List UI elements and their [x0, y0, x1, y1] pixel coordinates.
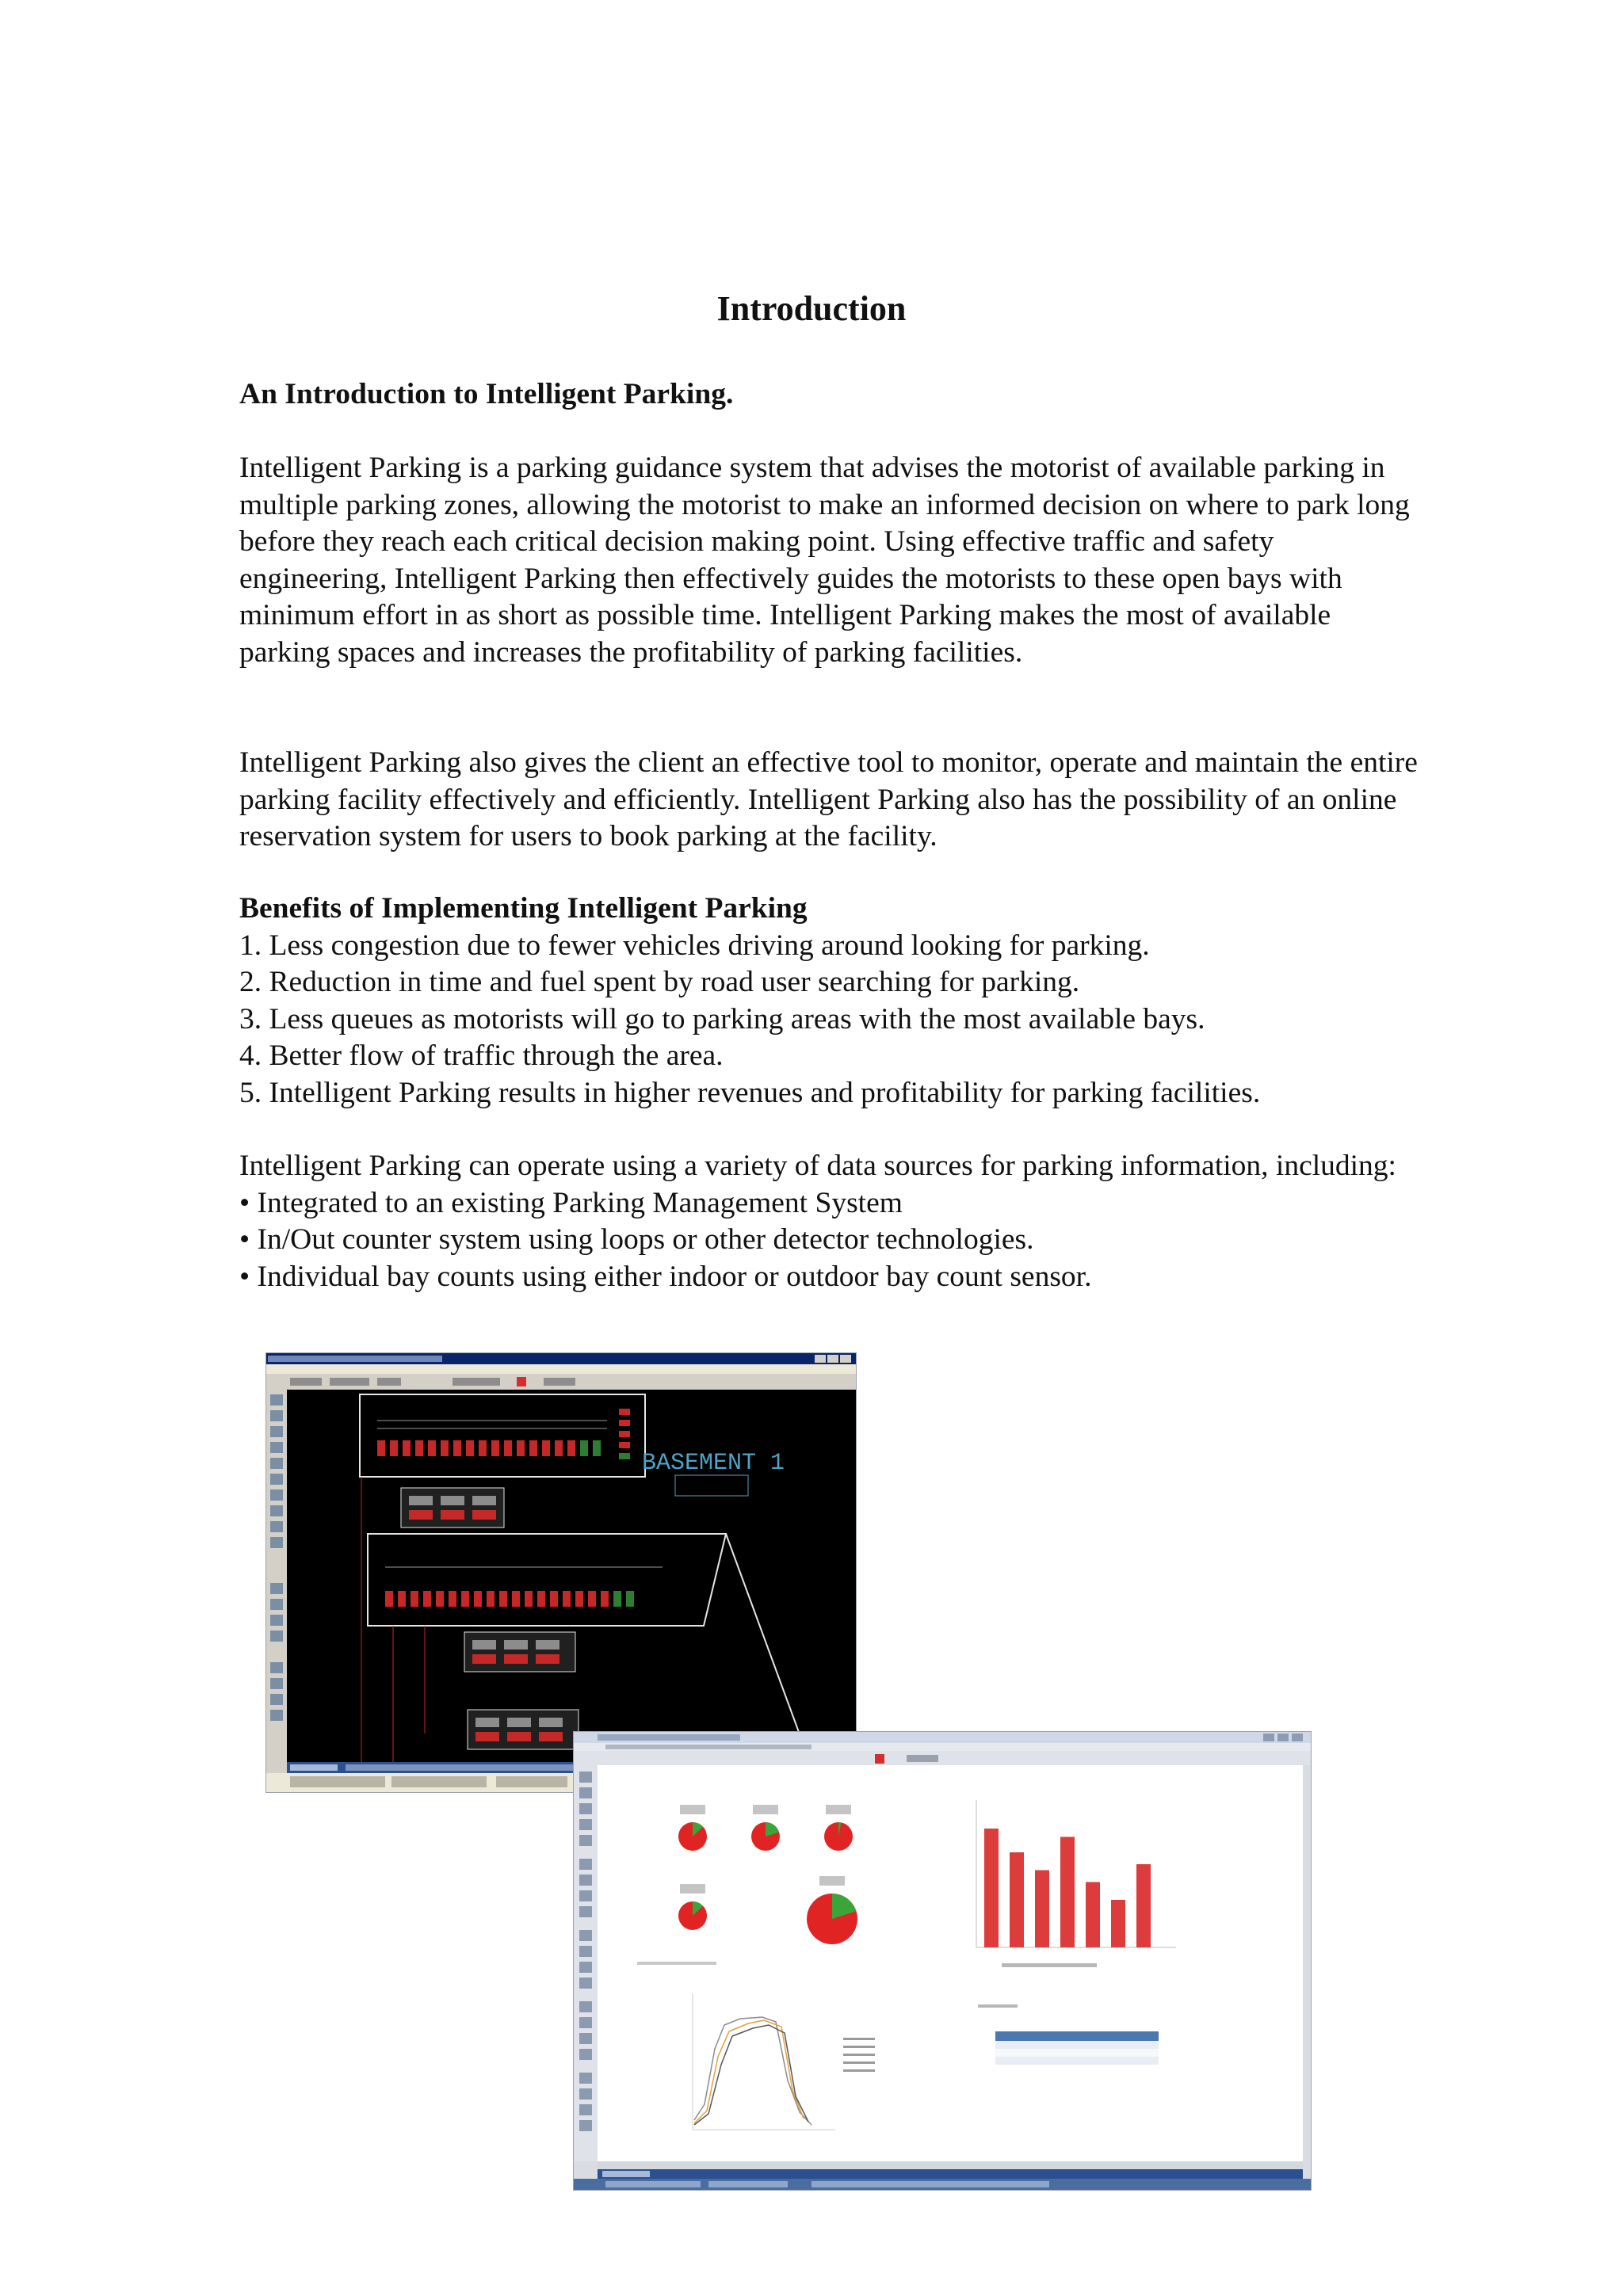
occupancy-dashboard-screenshot — [574, 1732, 1311, 2190]
data-sources-section — [239, 1148, 1428, 1295]
benefits-heading: Benefits of Implementing Intelligent Parking — [239, 892, 808, 925]
bar — [1086, 1882, 1100, 1948]
data-source-item: • In/Out counter system using loops or other detector technologies. — [239, 1223, 1034, 1256]
bar — [1136, 1864, 1151, 1947]
section-subtitle: An Introduction to Intelligent Parking. — [239, 378, 734, 410]
tools-paragraph — [239, 745, 1428, 856]
benefit-item: 4. Better flow of traffic through the area. — [239, 1039, 724, 1072]
parking-map-image — [266, 1353, 856, 1792]
pie-label — [680, 1884, 705, 1894]
paragraph-text: Intelligent Parking is a parking guidance system that advises the motorist of available parking in multiple parking zones, allowing the motorist to make an informed decision on where to park long before they reach each critical decision making point. Using effective traffic and safety engineering, Intelligent Parking then effectively guides the motorists to these open bays with minimum effort in as short as possible time. Intelligent Parking makes the most of available parking spaces and increases the profitability of parking facilities. — [239, 452, 1410, 669]
page-title: Introduction — [716, 289, 907, 328]
data-sources-intro: Intelligent Parking can operate using a variety of data sources for parking information, including: — [239, 1150, 1396, 1182]
bar — [984, 1829, 999, 1947]
pie-label — [680, 1805, 705, 1814]
bar — [1035, 1871, 1049, 1948]
paragraph-text: Intelligent Parking also gives the client an effective tool to monitor, operate and maintain the entire parking facility effectively and efficiently. Intelligent Parking also has the possibility of an online reservation system for users to book parking at the facility. — [239, 746, 1418, 852]
bar — [1060, 1837, 1075, 1948]
data-sources-list — [239, 1185, 1428, 1296]
data-source-item: • Individual bay counts using either indoor or outdoor bay count sensor. — [239, 1260, 1092, 1293]
map-basement-label: BASEMENT 1 — [642, 1450, 785, 1477]
benefits-section — [239, 891, 1428, 1112]
pie-label — [753, 1805, 778, 1814]
bar — [1111, 1900, 1125, 1947]
occupancy-dashboard-image — [574, 1732, 1311, 2190]
benefits-list — [239, 928, 1428, 1112]
parking-map-screenshot — [266, 1353, 856, 1792]
intro-paragraph — [239, 450, 1428, 671]
pie-label — [826, 1805, 851, 1814]
pie-label — [819, 1876, 845, 1886]
benefit-item: 5. Intelligent Parking results in higher revenues and profitability for parking facilities. — [239, 1076, 1261, 1109]
data-source-item: • Integrated to an existing Parking Management System — [239, 1186, 903, 1219]
benefit-item: 2. Reduction in time and fuel spent by road user searching for parking. — [239, 966, 1080, 998]
benefit-item: 3. Less queues as motorists will go to parking areas with the most available bays. — [239, 1002, 1205, 1035]
benefit-item: 1. Less congestion due to fewer vehicles driving around looking for parking. — [239, 929, 1150, 962]
bar — [1010, 1852, 1024, 1947]
